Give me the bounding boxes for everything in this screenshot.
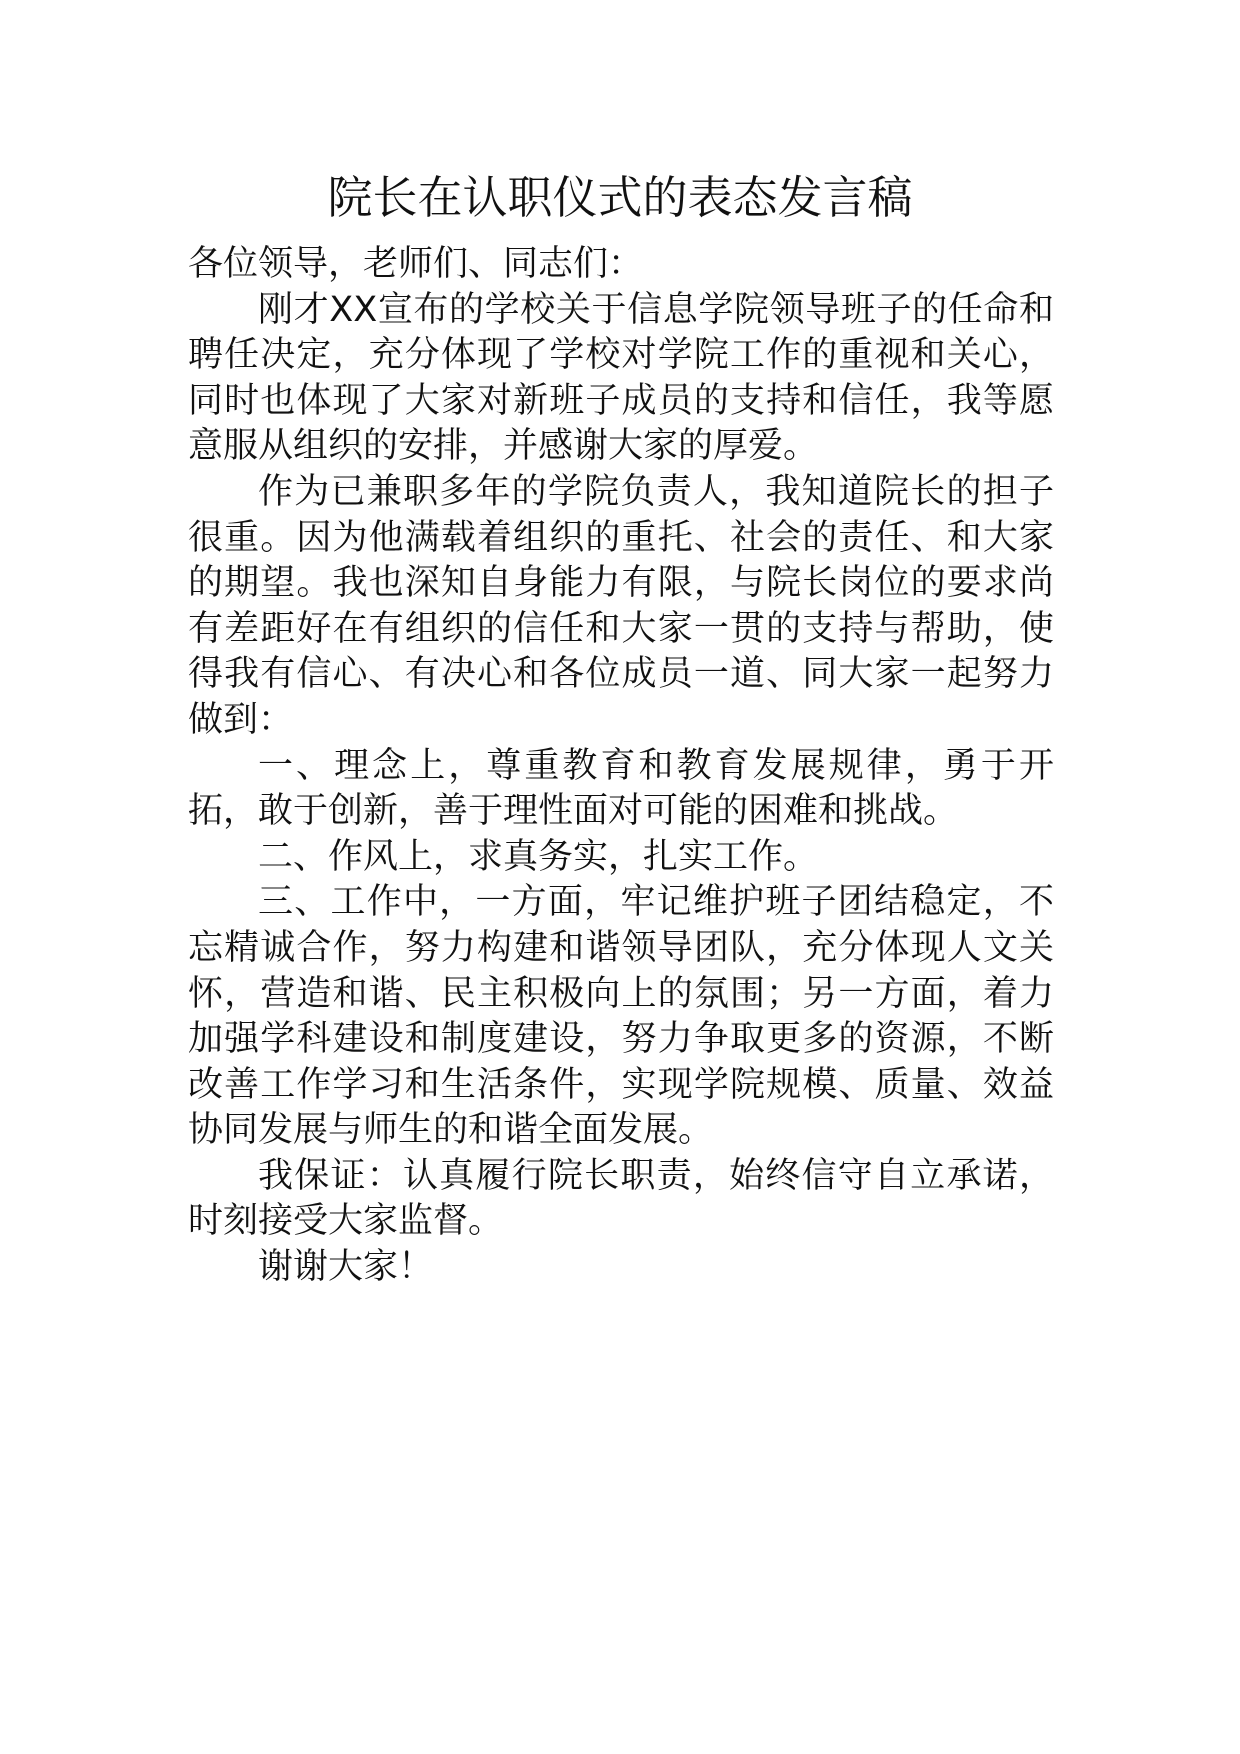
paragraph-thanks: 谢谢大家！ bbox=[258, 1247, 434, 1288]
document-title: 院长在认职仪式的表态发言稿 bbox=[327, 171, 913, 224]
paragraph-point-two: 二、作风上，求真务实，扎实工作。 bbox=[258, 836, 819, 877]
paragraph-point-one: 一、理念上，尊重教育和教育发展规律，勇于开拓，敢于创新，善于理性面对可能的困难和挑战。 bbox=[188, 745, 1054, 832]
document-body bbox=[188, 242, 1054, 1291]
paragraph-responsibility: 作为已兼职多年的学院负责人，我知道院长的担子很重。因为他满载着组织的重托、社会的责任、和大家的期望。我也深知自身能力有限，与院长岗位的要求尚有差距好在有组织的信任和大家一贯的支持与帮助，使得我有信心、有决心和各位成员一道、同大家一起努力做到： bbox=[188, 471, 1054, 740]
salutation: 各位领导，老师们、同志们： bbox=[188, 244, 644, 284]
paragraph-appointment: 刚才XX宣布的学校关于信息学院领导班子的任命和聘任决定，充分体现了学校对学院工作的重视和关心，同时也体现了大家对新班子成员的支持和信任，我等愿意服从组织的安排，并感谢大家的厚爱。 bbox=[188, 289, 1054, 467]
paragraph-guarantee: 我保证：认真履行院长职责，始终信守自立承诺，时刻接受大家监督。 bbox=[188, 1155, 1054, 1242]
paragraph-point-three: 三、工作中，一方面，牢记维护班子团结稳定，不忘精诚合作，努力构建和谐领导团队，充分体现人文关怀，营造和谐、民主积极向上的氛围；另一方面，着力加强学科建设和制度建设，努力争取更多的资源，不断改善工作学习和生活条件，实现学院规模、质量、效益协同发展与师生的和谐全面发展。 bbox=[188, 882, 1054, 1151]
